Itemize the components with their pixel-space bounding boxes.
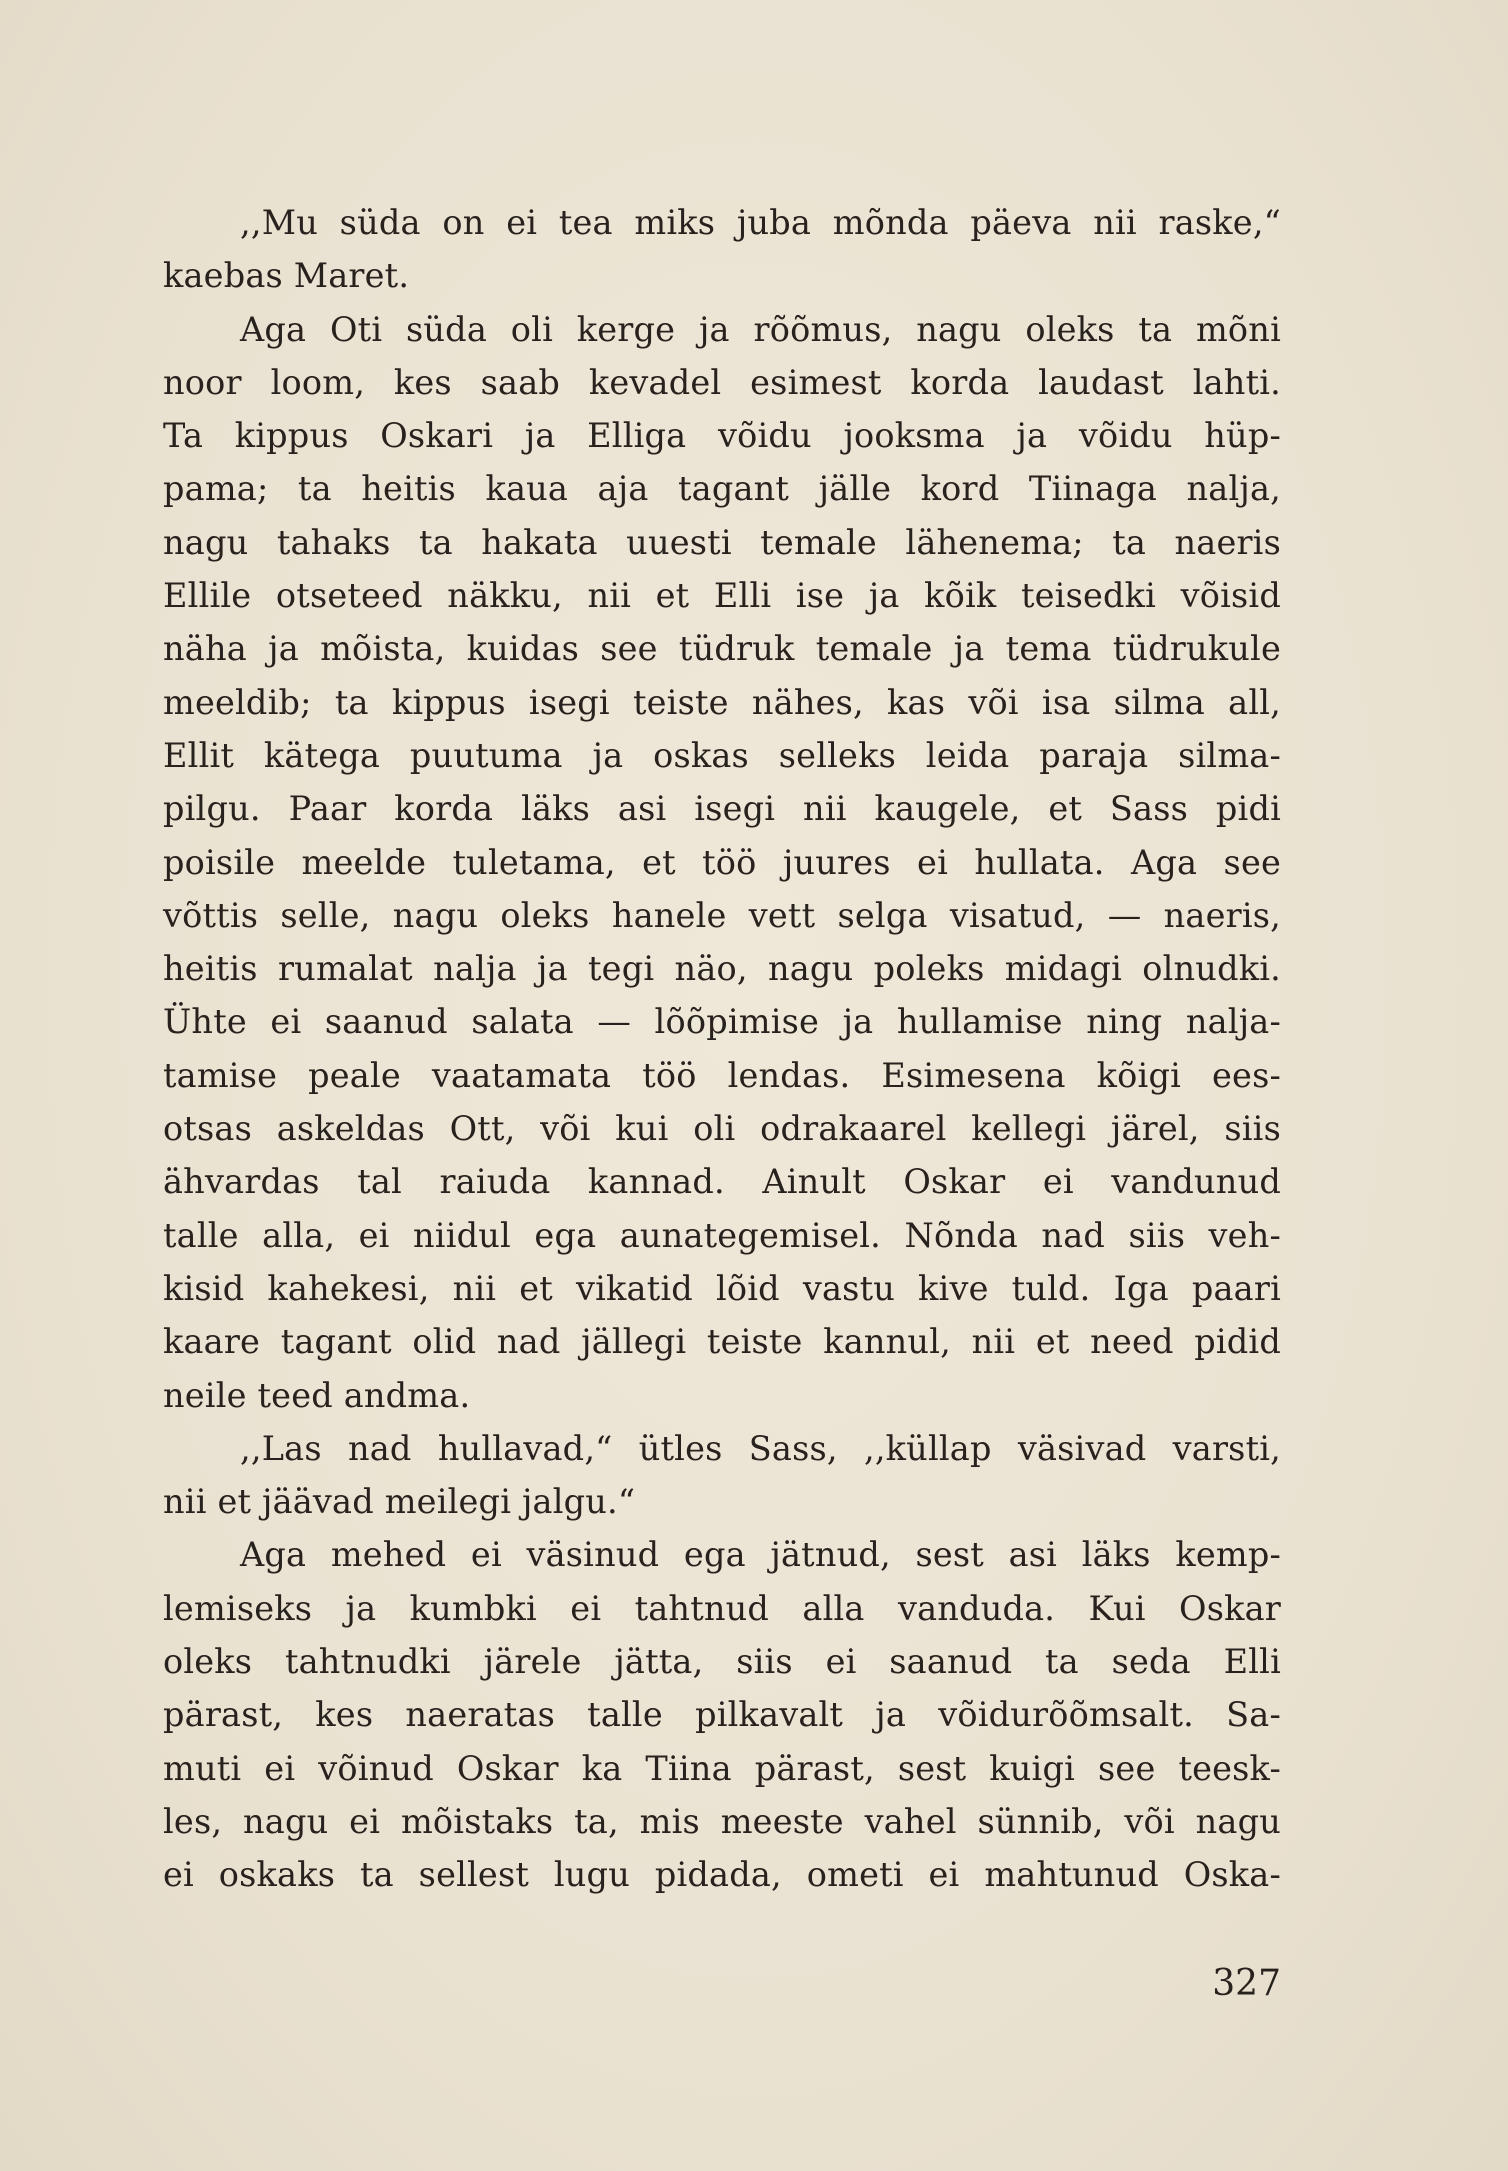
text-line: muti ei võinud Oskar ka Tiina pärast, sest kuigi see teesk-	[163, 1748, 1281, 1788]
text-line: kaebas Maret.	[163, 256, 410, 296]
text-line: Ta kippus Oskari ja Elliga võidu jooksma ja võidu hüp-	[163, 416, 1281, 456]
text-line: otsas askeldas Ott, või kui oli odrakaarel kellegi järel, siis	[163, 1109, 1281, 1149]
text-line: võttis selle, nagu oleks hanele vett selga visatud, — naeris,	[163, 895, 1281, 935]
text-line: nagu tahaks ta hakata uuesti temale lähenema; ta naeris	[163, 522, 1281, 562]
text-line: Ühte ei saanud salata — lõõpimise ja hullamise ning nalja-	[163, 1002, 1281, 1042]
text-line: Aga Oti süda oli kerge ja rõõmus, nagu oleks ta mõni	[240, 309, 1281, 349]
text-line: oleks tahtnudki järele jätta, siis ei saanud ta seda Elli	[163, 1642, 1281, 1682]
text-line: Ellit kätega puutuma ja oskas selleks leida paraja silma-	[163, 735, 1281, 775]
text-line: kaare tagant olid nad jällegi teiste kannul, nii et need pidid	[163, 1322, 1281, 1362]
text-line: lemiseks ja kumbki ei tahtnud alla vanduda. Kui Oskar	[163, 1588, 1281, 1628]
text-line: neile teed andma.	[163, 1375, 471, 1415]
page-number: 327	[1212, 1963, 1281, 2004]
text-line: ,,Mu süda on ei tea miks juba mõnda päeva nii raske,“	[240, 203, 1281, 242]
text-line: pilgu. Paar korda läks asi isegi nii kaugele, et Sass pidi	[163, 789, 1281, 829]
text-line: nii et jäävad meilegi jalgu.“	[163, 1482, 636, 1522]
text-line: ähvardas tal raiuda kannad. Ainult Oskar ei vandunud	[163, 1162, 1281, 1202]
text-line: les, nagu ei mõistaks ta, mis meeste vahel sünnib, või nagu	[163, 1801, 1281, 1841]
text-line: kisid kahekesi, nii et vikatid lõid vastu kive tuld. Iga paari	[163, 1268, 1281, 1308]
text-line: Aga mehed ei väsinud ega jätnud, sest asi läks kemp-	[240, 1535, 1281, 1575]
body-text	[163, 196, 1281, 1902]
text-line: heitis rumalat nalja ja tegi näo, nagu poleks midagi olnudki.	[163, 949, 1281, 989]
text-line: talle alla, ei niidul ega aunategemisel. Nõnda nad siis veh-	[163, 1215, 1281, 1255]
text-line: ,,Las nad hullavad,“ ütles Sass, ,,küllap väsivad varsti,	[240, 1428, 1281, 1468]
text-line: ei oskaks ta sellest lugu pidada, ometi ei mahtunud Oska-	[163, 1855, 1281, 1895]
text-line: meeldib; ta kippus isegi teiste nähes, kas või isa silma all,	[163, 682, 1281, 722]
text-line: Ellile otseteed näkku, nii et Elli ise ja kõik teisedki võisid	[163, 576, 1281, 616]
text-line: tamise peale vaatamata töö lendas. Esimesena kõigi ees-	[163, 1055, 1281, 1095]
text-line: poisile meelde tuletama, et töö juures ei hullata. Aga see	[163, 842, 1281, 882]
text-line: pärast, kes naeratas talle pilkavalt ja võidurõõmsalt. Sa-	[163, 1695, 1281, 1735]
text-line: näha ja mõista, kuidas see tüdruk temale ja tema tüdrukule	[163, 629, 1281, 669]
text-line: noor loom, kes saab kevadel esimest korda laudast lahti.	[163, 362, 1281, 402]
text-line: pama; ta heitis kaua aja tagant jälle kord Tiinaga nalja,	[163, 469, 1281, 509]
